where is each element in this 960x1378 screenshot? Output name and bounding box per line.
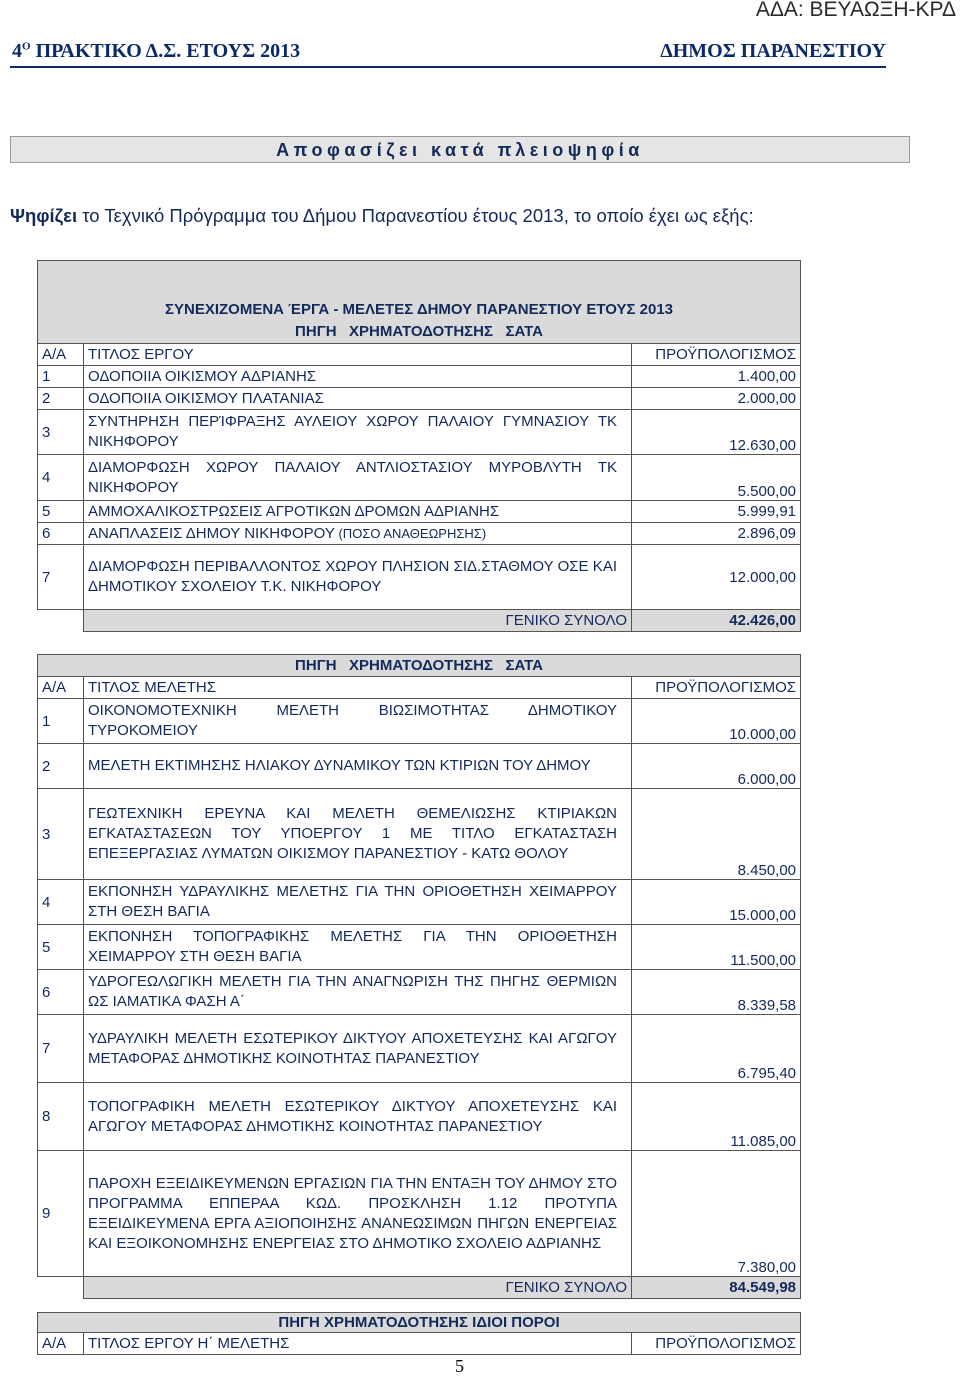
table-row: 3 ΣΥΝΤΗΡΗΣΗ ΠΕΡΊΦΡΑΞΗΣ ΑΥΛΕΙΟΥ ΧΩΡΟΥ ΠΑΛΑΙΟΥ ΓΥΜΝΑΣΙΟΥ ΤΚ ΝΙΚΗΦΟΡΟΥ 12.630,00 bbox=[38, 410, 801, 455]
continuing-works-table bbox=[37, 260, 801, 632]
table2-header-row bbox=[38, 677, 801, 699]
col-aa: Α/Α bbox=[38, 1333, 84, 1355]
table-row: 7 ΥΔΡΑΥΛΙΚΗ ΜΕΛΕΤΗ ΕΣΩΤΕΡΙΚΟΥ ΔΙΚΤΥΟΥ ΑΠΟΧΕΤΕΥΣΗΣ ΚΑΙ ΑΓΩΓΟΥ ΜΕΤΑΦΟΡΑΣ ΔΗΜΟΤΙΚΗΣ ΚΟΙΝΟΤΗΤΑΣ ΠΑΡΑΝΕΣΤΙΟΥ 6.795,40 bbox=[38, 1015, 801, 1083]
table3-funding: ΠΗΓΗ ΧΡΗΜΑΤΟΔΟΤΗΣΗΣ ΙΔΙΟΙ ΠΟΡΟΙ bbox=[38, 1313, 801, 1333]
table-row: 1 ΟΙΚΟΝΟΜΟΤΕΧΝΙΚΗ ΜΕΛΕΤΗ ΒΙΩΣΙΜΟΤΗΤΑΣ ΔΗΜΟΤΙΚΟΥ ΤΥΡΟΚΟΜΕΙΟΥ 10.000,00 bbox=[38, 699, 801, 744]
table-row: 6 ΑΝΑΠΛΑΣΕΙΣ ΔΗΜΟΥ ΝΙΚΗΦΟΡΟΥ (ΠΟΣΟ ΑΝΑΘΕΩΡΗΣΗΣ) 2.896,09 bbox=[38, 523, 801, 545]
studies-table bbox=[37, 654, 801, 1299]
table-row: 4 ΔΙΑΜΟΡΦΩΣΗ ΧΩΡΟΥ ΠΑΛΑΙΟΥ ΑΝΤΛΙΟΣΤΑΣΙΟΥ ΜΥΡΟΒΛΥΤΗ ΤΚ ΝΙΚΗΦΟΡΟΥ 5.500,00 bbox=[38, 455, 801, 501]
table-row: 2 ΜΕΛΕΤΗ ΕΚΤΙΜΗΣΗΣ ΗΛΙΑΚΟΥ ΔΥΝΑΜΙΚΟΥ ΤΩΝ ΚΤΙΡΙΩΝ ΤΟΥ ΔΗΜΟΥ 6.000,00 bbox=[38, 744, 801, 789]
total-label: ΓΕΝΙΚΟ ΣΥΝΟΛΟ bbox=[84, 1277, 632, 1299]
col-title: ΤΙΤΛΟΣ ΕΡΓΟΥ bbox=[84, 344, 632, 366]
col-title: ΤΙΤΛΟΣ ΜΕΛΕΤΗΣ bbox=[84, 677, 632, 699]
table2-funding: ΠΗΓΗ ΧΡΗΜΑΤΟΔΟΤΗΣΗΣ ΣΑΤΑ bbox=[38, 655, 801, 677]
col-budget: ΠΡΟΫΠΟΛΟΓΙΣΜΟΣ bbox=[632, 677, 801, 699]
table-row: 6 ΥΔΡΟΓΕΩΛΩΓΙΚΗ ΜΕΛΕΤΗ ΓΙΑ ΤΗΝ ΑΝΑΓΝΩΡΙΣΗ ΤΗΣ ΠΗΓΗΣ ΘΕΡΜΙΩΝ ΩΣ ΙΑΜΑΤΙΚΑ ΦΑΣΗ Α΄ 8.339,58 bbox=[38, 970, 801, 1015]
table1-title: ΣΥΝΕΧΙΖΟΜΕΝΑ ΈΡΓΑ - ΜΕΛΕΤΕΣ ΔΗΜΟΥ ΠΑΡΑΝΕΣΤΙΟΥ ΕΤΟΥΣ 2013 bbox=[38, 261, 801, 321]
col-aa: Α/Α bbox=[38, 344, 84, 366]
total-value: 42.426,00 bbox=[632, 610, 801, 632]
vote-statement: Ψηφίζει το Τεχνικό Πρόγραμμα του Δήμου Παρανεστίου έτους 2013, το οποίο έχει ως εξής: bbox=[10, 205, 754, 226]
table2-total-row bbox=[38, 1277, 801, 1299]
minutes-title: $4^O$ ΠΡΑΚΤΙΚΟ Δ.Σ. ΕΤΟΥΣ 2013 bbox=[12, 40, 301, 62]
table1-header-row bbox=[38, 344, 801, 366]
page-number: 5 bbox=[455, 1356, 464, 1376]
col-budget: ΠΡΟΫΠΟΛΟΓΙΣΜΟΣ bbox=[632, 344, 801, 366]
table1-total-row bbox=[38, 610, 801, 632]
table3-header-row bbox=[38, 1333, 801, 1355]
table-row: 7 ΔΙΑΜΟΡΦΩΣΗ ΠΕΡΙΒΑΛΛΟΝΤΟΣ ΧΩΡΟΥ ΠΛΗΣΙΟΝ ΣΙΔ.ΣΤΑΘΜΟΥ ΟΣΕ ΚΑΙ ΔΗΜΟΤΙΚΟΥ ΣΧΟΛΕΙΟΥ Τ.Κ. ΝΙΚΗΦΟΡΟΥ 12.000,00 bbox=[38, 545, 801, 610]
table-row: 2 ΟΔΟΠΟΙΙΑ ΟΙΚΙΣΜΟΥ ΠΛΑΤΑΝΙΑΣ 2.000,00 bbox=[38, 388, 801, 410]
col-aa: Α/Α bbox=[38, 677, 84, 699]
total-label: ΓΕΝΙΚΟ ΣΥΝΟΛΟ bbox=[84, 610, 632, 632]
table1-funding: ΠΗΓΗ ΧΡΗΜΑΤΟΔΟΤΗΣΗΣ ΣΑΤΑ bbox=[38, 321, 801, 344]
col-budget: ΠΡΟΫΠΟΛΟΓΙΣΜΟΣ bbox=[632, 1333, 801, 1355]
col-title: ΤΙΤΛΟΣ ΕΡΓΟΥ Η΄ ΜΕΛΕΤΗΣ bbox=[84, 1333, 632, 1355]
table-row: 9 ΠΑΡΟΧΗ ΕΞΕΙΔΙΚΕΥΜΕΝΩΝ ΕΡΓΑΣΙΩΝ ΓΙΑ ΤΗΝ ΕΝΤΑΞΗ ΤΟΥ ΔΗΜΟΥ ΣΤΟ ΠΡΟΓΡΑΜΜΑ ΕΠΠΕΡΑΑ ΚΩΔ. ΠΡΟΣΚΛΗΣΗ 1.12 ΠΡΟΤΥΠΑ ΕΞΕΙΔΙΚΕΥΜΕΝΑ ΕΡΓΑ ΑΞΙΟΠΟΙΗΣΗΣ ΑΝΑΝΕΩΣΙΜΩΝ ΠΗΓΩΝ ΕΝΕΡΓΕΙΑΣ ΚΑΙ ΕΞΟΙΚΟΝΟΜΗΣΗΣ ΕΝΕΡΓΕΙΑΣ ΣΤΟ ΔΗΜΟΤΙΚΟ ΣΧΟΛΕΙΟ ΑΔΡΙΑΝΗΣ 7.380,00 bbox=[38, 1151, 801, 1277]
table-row: 1 ΟΔΟΠΟΙΙΑ ΟΙΚΙΣΜΟΥ ΑΔΡΙΑΝΗΣ 1.400,00 bbox=[38, 366, 801, 388]
decision-banner: Αποφασίζει κατά πλειοψηφία bbox=[10, 136, 910, 163]
table-row: 5 ΑΜΜΟΧΑΛΙΚΟΣΤΡΩΣΕΙΣ ΑΓΡΟΤΙΚΩΝ ΔΡΟΜΩΝ ΑΔΡΙΑΝΗΣ 5.999,91 bbox=[38, 501, 801, 523]
table-row: 8 ΤΟΠΟΓΡΑΦΙΚΗ ΜΕΛΕΤΗ ΕΣΩΤΕΡΙΚΟΥ ΔΙΚΤΥΟΥ ΑΠΟΧΕΤΕΥΣΗΣ ΚΑΙ ΑΓΩΓΟΥ ΜΕΤΑΦΟΡΑΣ ΔΗΜΟΤΙΚΗΣ ΚΟΙΝΟΤΗΤΑΣ ΠΑΡΑΝΕΣΤΙΟΥ 11.085,00 bbox=[38, 1083, 801, 1151]
table-row: 5 ΕΚΠΟΝΗΣΗ ΤΟΠΟΓΡΑΦΙΚΗΣ ΜΕΛΕΤΗΣ ΓΙΑ ΤΗΝ ΟΡΙΟΘΕΤΗΣΗ ΧΕΙΜΑΡΡΟΥ ΣΤΗ ΘΕΣΗ ΒΑΓΙΑ 11.500,00 bbox=[38, 925, 801, 970]
table-row: 3 ΓΕΩΤΕΧΝΙΚΗ ΕΡΕΥΝΑ ΚΑΙ ΜΕΛΕΤΗ ΘΕΜΕΛΙΩΣΗΣ ΚΤΙΡΙΑΚΩΝ ΕΓΚΑΤΑΣΤΑΣΕΩΝ ΤΟΥ ΥΠΟΕΡΓΟΥ 1 ΜΕ ΤΙΤΛΟ ΕΓΚΑΤΑΣΤΑΣΗ ΕΠΕΞΕΡΓΑΣΙΑΣ ΛΥΜΑΤΩΝ ΟΙΚΙΣΜΟΥ ΠΑΡΑΝΕΣΤΙΟΥ - ΚΑΤΩ ΘΟΛΟΥ 8.450,00 bbox=[38, 789, 801, 880]
ada-code: ΑΔΑ: ΒΕΥΑΩΞΗ-ΚΡΔ bbox=[755, 0, 956, 21]
total-value: 84.549,98 bbox=[632, 1277, 801, 1299]
own-resources-table bbox=[37, 1312, 801, 1355]
header-divider bbox=[10, 66, 886, 68]
table-row: 4 ΕΚΠΟΝΗΣΗ ΥΔΡΑΥΛΙΚΗΣ ΜΕΛΕΤΗΣ ΓΙΑ ΤΗΝ ΟΡΙΟΘΕΤΗΣΗ ΧΕΙΜΑΡΡΟΥ ΣΤΗ ΘΕΣΗ ΒΑΓΙΑ 15.000,00 bbox=[38, 880, 801, 925]
municipality-name: ΔΗΜΟΣ ΠΑΡΑΝΕΣΤΙΟΥ bbox=[660, 40, 886, 62]
